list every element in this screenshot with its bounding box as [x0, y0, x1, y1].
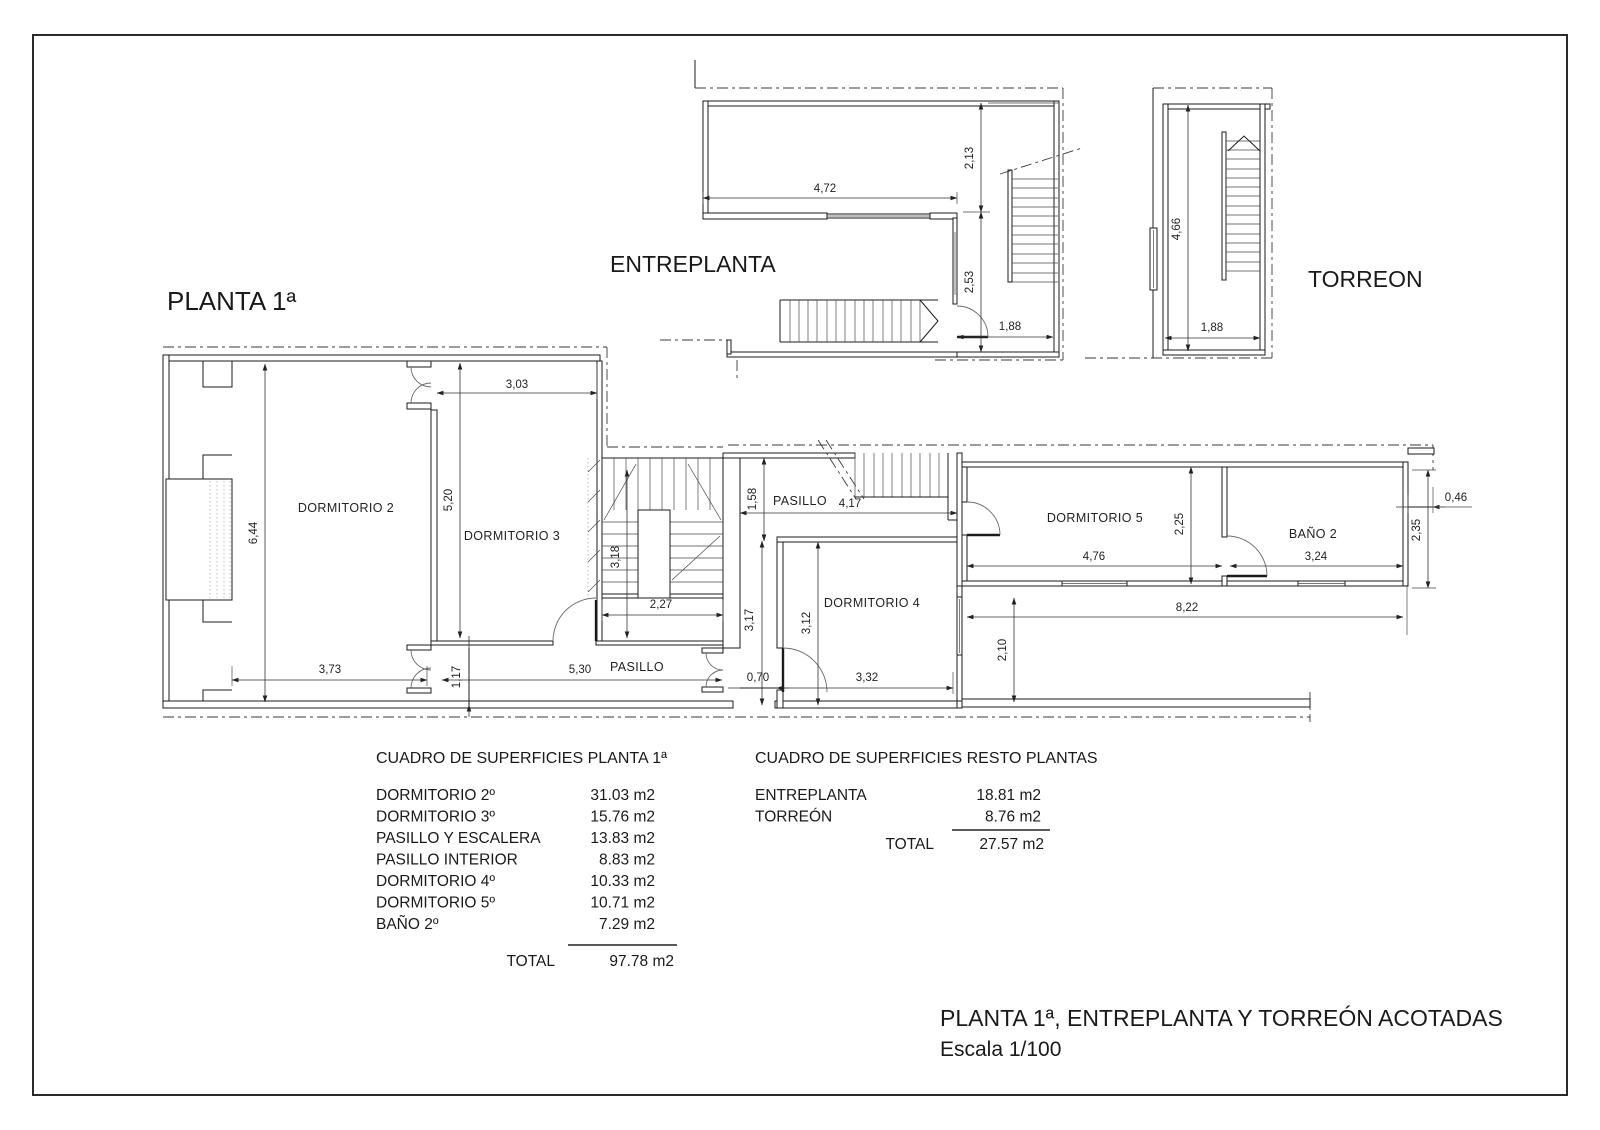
- dim-entreplanta-hbot: 2,53: [964, 270, 976, 294]
- door-d2-top: [407, 361, 431, 409]
- entreplanta-stair-upper: [1000, 148, 1082, 282]
- sheet-border: [33, 35, 1567, 1095]
- surface-table-resto: [755, 750, 1098, 853]
- entreplanta-walls: [703, 101, 1059, 357]
- dim-entreplanta-width: 4,72: [813, 183, 837, 195]
- dim-d3-width: 3,03: [505, 379, 529, 391]
- table-row-value: 7.29 m2: [598, 916, 655, 933]
- door-d2-bottom: [407, 645, 431, 693]
- dim-right-height: 2,35: [1411, 518, 1423, 542]
- door-d4: [783, 648, 827, 692]
- dim-d4-height: 3,12: [801, 611, 813, 635]
- planta1-plan: [163, 286, 1472, 722]
- table-resto-total-label: TOTAL: [885, 836, 934, 853]
- planta1-title: PLANTA 1ª: [167, 286, 297, 316]
- table-planta1-total-label: TOTAL: [506, 953, 555, 970]
- table-row-label: DORMITORIO 4º: [376, 873, 496, 890]
- entreplanta-window: [827, 214, 955, 295]
- table-row-label: TORREÓN: [755, 808, 833, 826]
- dim-terrace-height: 2,10: [997, 638, 1009, 662]
- table-row-label: DORMITORIO 2º: [376, 787, 496, 804]
- planta1-boundary-dashed: [163, 347, 1433, 722]
- footer-title: PLANTA 1ª, ENTREPLANTA Y TORREÓN ACOTADAS: [940, 1005, 1503, 1031]
- dim-corridor-width: 0,70: [746, 672, 770, 684]
- table-resto-total-value: 27.57 m2: [979, 836, 1044, 853]
- room-label-dormitorio5: DORMITORIO 5: [1046, 511, 1144, 525]
- table-row-label: BAÑO 2º: [376, 916, 439, 933]
- dim-hall-width: 5,30: [568, 664, 592, 676]
- torreon-dimensions: [1165, 105, 1260, 351]
- dim-torreon-height: 4,66: [1171, 217, 1183, 241]
- table-row-label: DORMITORIO 5º: [376, 894, 496, 912]
- dim-d5-width: 4,76: [1082, 551, 1106, 563]
- dim-pasillo-top-height: 1,58: [747, 487, 759, 511]
- dim-torreon-width: 1,88: [1200, 322, 1224, 334]
- table-row-value: 8.83 m2: [598, 851, 655, 869]
- door-d5: [967, 502, 1000, 535]
- room-label-pasillo-bottom: PASILLO: [610, 660, 664, 674]
- door-entrance: [702, 648, 723, 692]
- room-label-dormitorio3: DORMITORIO 3: [463, 529, 561, 543]
- table-planta1-title: CUADRO DE SUPERFICIES PLANTA 1ª: [376, 750, 668, 767]
- table-row-value: 13.83 m2: [590, 830, 655, 847]
- dim-stair-width: 2,27: [649, 599, 673, 611]
- room-label-pasillo-top: PASILLO: [773, 494, 827, 508]
- dim-entreplanta-htop: 2,13: [964, 146, 976, 170]
- planta1-inner-walls: [431, 361, 1434, 708]
- table-planta1-total-value: 97.78 m2: [609, 953, 674, 970]
- table-row-label: PASILLO Y ESCALERA: [376, 830, 541, 847]
- room-label-bano2: BAÑO 2: [1288, 527, 1338, 541]
- door-bano2: [1227, 536, 1267, 576]
- dim-d5-height: 2,25: [1174, 512, 1186, 536]
- dim-right-offset: 0,46: [1444, 492, 1468, 504]
- table-row-value: 8.76 m2: [984, 808, 1041, 826]
- footer-scale: Escala 1/100: [940, 1038, 1062, 1061]
- dim-hall-height: 1,17: [451, 665, 463, 689]
- door-d3: [553, 598, 596, 641]
- table-row-value: 15.76 m2: [590, 808, 655, 826]
- table-row-value: 10.33 m2: [590, 873, 655, 890]
- torreon-window: [1150, 228, 1157, 290]
- entreplanta-stair-lower: [780, 300, 938, 342]
- main-staircase: [588, 458, 723, 598]
- room-label-dormitorio4: DORMITORIO 4: [823, 596, 921, 610]
- footer-title-block: [940, 1005, 1503, 1061]
- entreplanta-plan: [610, 60, 1082, 378]
- torreon-title: TORREON: [1308, 266, 1423, 292]
- table-row-value: 18.81 m2: [976, 787, 1041, 804]
- dim-bano-width: 3,24: [1304, 551, 1328, 563]
- torreon-stair: [1222, 132, 1260, 280]
- dim-d3-height: 5,20: [443, 488, 455, 512]
- dim-entreplanta-door: 1,88: [998, 321, 1022, 333]
- dim-d2-width: 3,73: [318, 664, 342, 676]
- table-resto-title: CUADRO DE SUPERFICIES RESTO PLANTAS: [755, 750, 1098, 767]
- balcony-window: [166, 479, 232, 600]
- table-row-value: 31.03 m2: [590, 787, 655, 804]
- planta1-left-facade: [166, 361, 232, 701]
- torreon-plan: [1085, 88, 1423, 358]
- dim-d4-width: 3,32: [855, 672, 879, 684]
- dim-corridor-height: 3,17: [744, 608, 756, 632]
- planta1-windows: [957, 581, 1345, 655]
- table-row-label: ENTREPLANTA: [755, 787, 867, 804]
- dim-d2-height: 6,44: [248, 521, 260, 545]
- dim-terrace-width: 8,22: [1175, 602, 1199, 614]
- surface-table-planta1: [376, 750, 677, 970]
- table-row-label: PASILLO INTERIOR: [376, 851, 518, 869]
- entreplanta-dimensions: [703, 103, 1059, 352]
- room-label-dormitorio2: DORMITORIO 2: [297, 501, 395, 515]
- table-row-value: 10.71 m2: [590, 894, 655, 912]
- entreplanta-door: [957, 306, 988, 337]
- dim-pasillo-top-width: 4,17: [838, 498, 862, 510]
- entreplanta-title: ENTREPLANTA: [610, 251, 776, 277]
- table-row-label: DORMITORIO 3º: [376, 808, 496, 826]
- dim-stair-height: 3,18: [610, 545, 622, 569]
